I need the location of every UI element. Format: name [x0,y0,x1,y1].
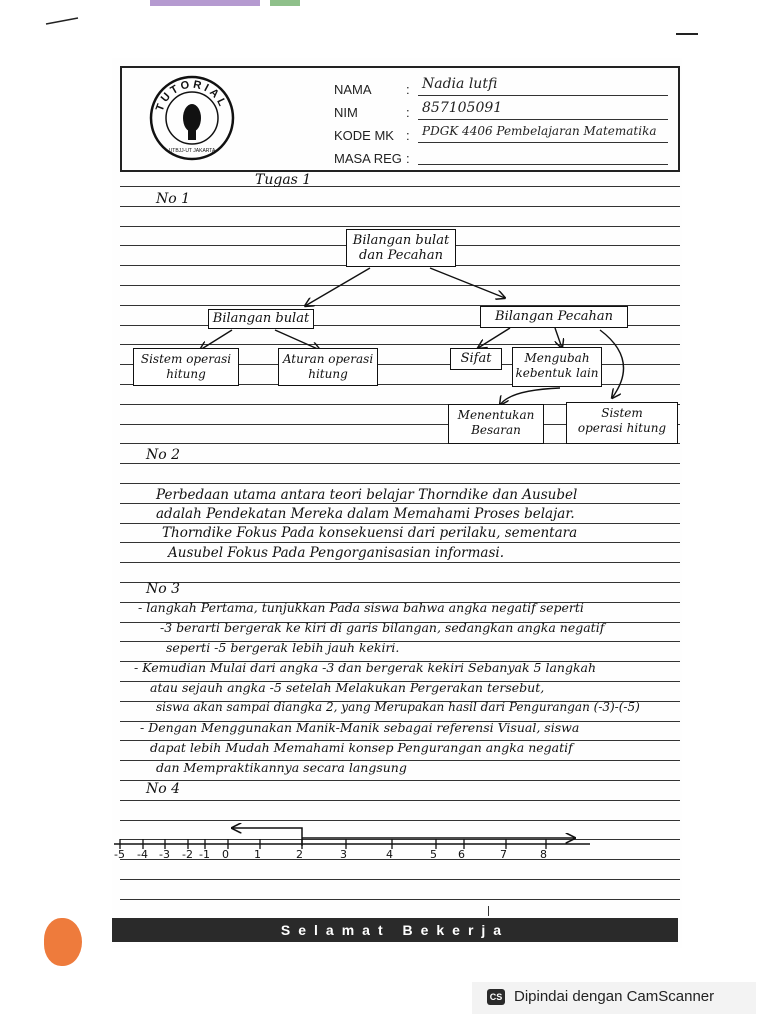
tick-label: -1 [199,848,210,861]
logo-bottom-text: UTBJJ-UT JAKARTA [168,148,216,154]
tick-label: 8 [540,848,547,861]
tick-label: 3 [340,848,347,861]
no2-label: No 2 [146,447,181,463]
no2-line3: Thorndike Fokus Pada konsekuensi dari perilaku, sementara [162,525,578,541]
nim-colon: : [406,105,410,120]
tick-label: 7 [500,848,507,861]
kode-mk-label: KODE MK [334,128,394,143]
root-line1: Bilangan bulat [352,233,450,248]
no3-line7: - Dengan Menggunakan Manik-Manik sebagai referensi Visual, siswa [140,720,580,735]
nama-value: Nadia lutfi [422,76,498,92]
no1-label: No 1 [156,191,191,207]
concept-left-node: Bilangan bulat [208,309,314,329]
tick-label: 5 [430,848,437,861]
tick-label: 4 [386,848,393,861]
leaf1-line1: Sistem operasi [140,352,232,366]
no2-line1: Perbedaan utama antara teori belajar Thorndike dan Ausubel [156,487,578,503]
nama-colon: : [406,82,410,97]
leaf2-line2: hitung [308,367,348,381]
leaf4-line1: Mengubah [524,351,590,365]
no3-line4: - Kemudian Mulai dari angka -3 dan bergerak kekiri Sebanyak 5 langkah [134,660,597,675]
root-line2: dan Pecahan [359,248,443,263]
masa-reg-label: MASA REG [334,151,402,166]
stray-mark [488,906,491,916]
no3-line6: siswa akan sampai diangka 2, yang Merupakan hasil dari Pengurangan (-3)-(-5) [156,700,640,714]
kode-colon: : [406,128,410,143]
camscanner-text: Dipindai dengan CamScanner [514,988,715,1005]
nim-label: NIM [334,105,358,120]
tick-label: -4 [137,848,148,861]
no3-line9: dan Mempraktikannya secara langsung [156,760,407,775]
leaf5-line1: Menentukan [457,408,535,422]
tick-label: -5 [114,848,125,861]
leaf5-line2: Besaran [471,423,521,437]
leaf4-line2: kebentuk lain [515,366,599,380]
tick-label: -3 [159,848,170,861]
assignment-title: Tugas 1 [255,172,312,188]
no3-line5: atau sejauh angka -5 setelah Melakukan Pergerakan tersebut, [150,680,545,695]
no3-line8: dapat lebih Mudah Memahami konsep Pengurangan angka negatif [150,740,573,755]
camscanner-icon: CS [487,989,505,1005]
kode-mk-value: PDGK 4406 Pembelajaran Matematika [422,124,657,138]
leaf6-line2: operasi hitung [577,421,667,435]
masa-colon: : [406,151,410,166]
logo-arc-text: TUTORIAL [153,78,230,113]
no3-line1: - langkah Pertama, tunjukkan Pada siswa bahwa angka negatif seperti [138,600,584,615]
scanner-thumb [44,918,82,966]
tick-label: 2 [296,848,303,861]
concept-leaf-sifat: Sifat [450,348,502,370]
concept-right-node: Bilangan Pecahan [480,306,628,328]
tick-label: -2 [182,848,193,861]
no3-line3: seperti -5 bergerak lebih jauh kekiri. [166,640,400,655]
no2-line4: Ausubel Fokus Pada Pengorganisasian informasi. [168,545,504,561]
no2-line2: adalah Pendekatan Mereka dalam Memahami Proses belajar. [156,506,575,522]
tick-label: 1 [254,848,261,861]
leaf1-line2: hitung [166,367,206,381]
camscanner-watermark [472,982,756,1014]
leaf2-line1: Aturan operasi [282,352,374,366]
no3-line2: -3 berarti bergerak ke kiri di garis bilangan, sedangkan angka negatif [160,620,605,635]
nama-label: NAMA [334,82,372,97]
footer-banner: Selamat Bekerja [112,918,678,942]
leaf6-line1: Sistem [601,406,643,420]
nim-value: 857105091 [422,100,503,116]
no4-label: No 4 [146,781,181,797]
tick-label: 0 [222,848,229,861]
no3-label: No 3 [146,581,181,597]
tick-label: 6 [458,848,465,861]
